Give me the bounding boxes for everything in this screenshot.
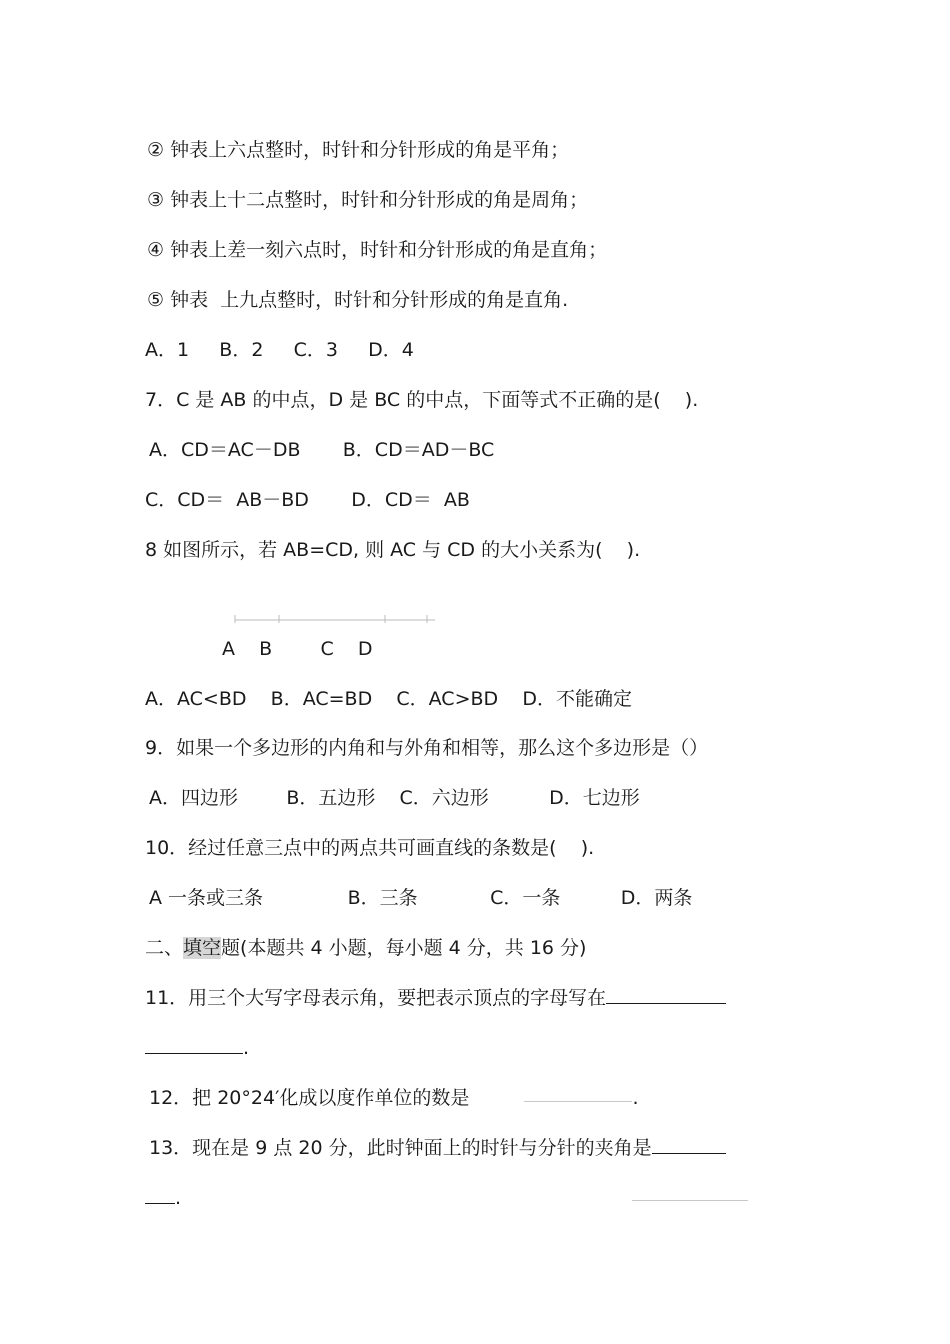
q12-end: . — [632, 1087, 639, 1109]
q12-spacer — [469, 1087, 632, 1109]
segment-labels: A B C D — [222, 638, 373, 660]
question-7: 7．C 是 AB 的中点，D 是 BC 的中点，下面等式不正确的是( ). — [145, 389, 699, 411]
statement-5: ⑤ 钟表 上九点整时，时针和分针形成的角是直角. — [147, 289, 569, 311]
section-2-title: 题(本题共 4 小题，每小题 4 分，共 16 分) — [221, 937, 587, 959]
q10-options: A 一条或三条 B．三条 C．一条 D．两条 — [149, 887, 693, 909]
question-12 — [149, 1085, 639, 1111]
q11-blank — [606, 985, 726, 1004]
q13-blank — [652, 1135, 726, 1154]
q13-end: . — [175, 1187, 182, 1209]
q8-options: A．AC<BD B．AC=BD C．AC>BD D．不能确定 — [145, 688, 632, 710]
q13-faint-blank — [632, 1200, 748, 1201]
q7-options-ab: A．CD＝AC－DB B．CD＝AD－BC — [149, 439, 495, 461]
q11-blank-continued — [145, 1035, 243, 1054]
question-9: 9．如果一个多边形的内角和与外角和相等，那么这个多边形是（） — [145, 737, 709, 759]
question-10: 10．经过任意三点中的两点共可画直线的条数是( ). — [145, 837, 595, 859]
question-8: 8 如图所示，若 AB=CD, 则 AC 与 CD 的大小关系为( ). — [145, 539, 641, 561]
q11-continuation — [145, 1035, 249, 1061]
section-2-heading — [145, 935, 586, 961]
q13-continuation — [145, 1185, 181, 1211]
q12-text: 12．把 20°24′化成以度作单位的数是 — [149, 1087, 470, 1109]
statement-4: ④ 钟表上差一刻六点时，时针和分针形成的角是直角； — [147, 239, 608, 261]
q11-end: . — [243, 1037, 250, 1059]
statement-3: ③ 钟表上十二点整时，时针和分针形成的角是周角； — [147, 189, 589, 211]
statement-2: ② 钟表上六点整时，时针和分针形成的角是平角； — [147, 139, 570, 161]
q9-options: A．四边形 B．五边形 C．六边形 D．七边形 — [149, 787, 640, 809]
question-13 — [149, 1135, 726, 1161]
section-2-prefix: 二、 — [145, 937, 184, 959]
segment-figure — [232, 612, 442, 626]
q13-blank-continued — [145, 1185, 175, 1204]
q13-text: 13．现在是 9 点 20 分，此时钟面上的时针与分针的夹角是 — [149, 1137, 652, 1159]
q6-options: A．1 B．2 C．3 D．4 — [145, 339, 414, 361]
q7-options-cd: C．CD＝ AB－BD D．CD＝ AB — [145, 489, 470, 511]
q11-text: 11．用三个大写字母表示角，要把表示顶点的字母写在 — [145, 987, 607, 1009]
question-11 — [145, 985, 726, 1011]
section-2-highlight: 填空 — [183, 937, 222, 959]
q12-faint-blank — [524, 1101, 632, 1102]
